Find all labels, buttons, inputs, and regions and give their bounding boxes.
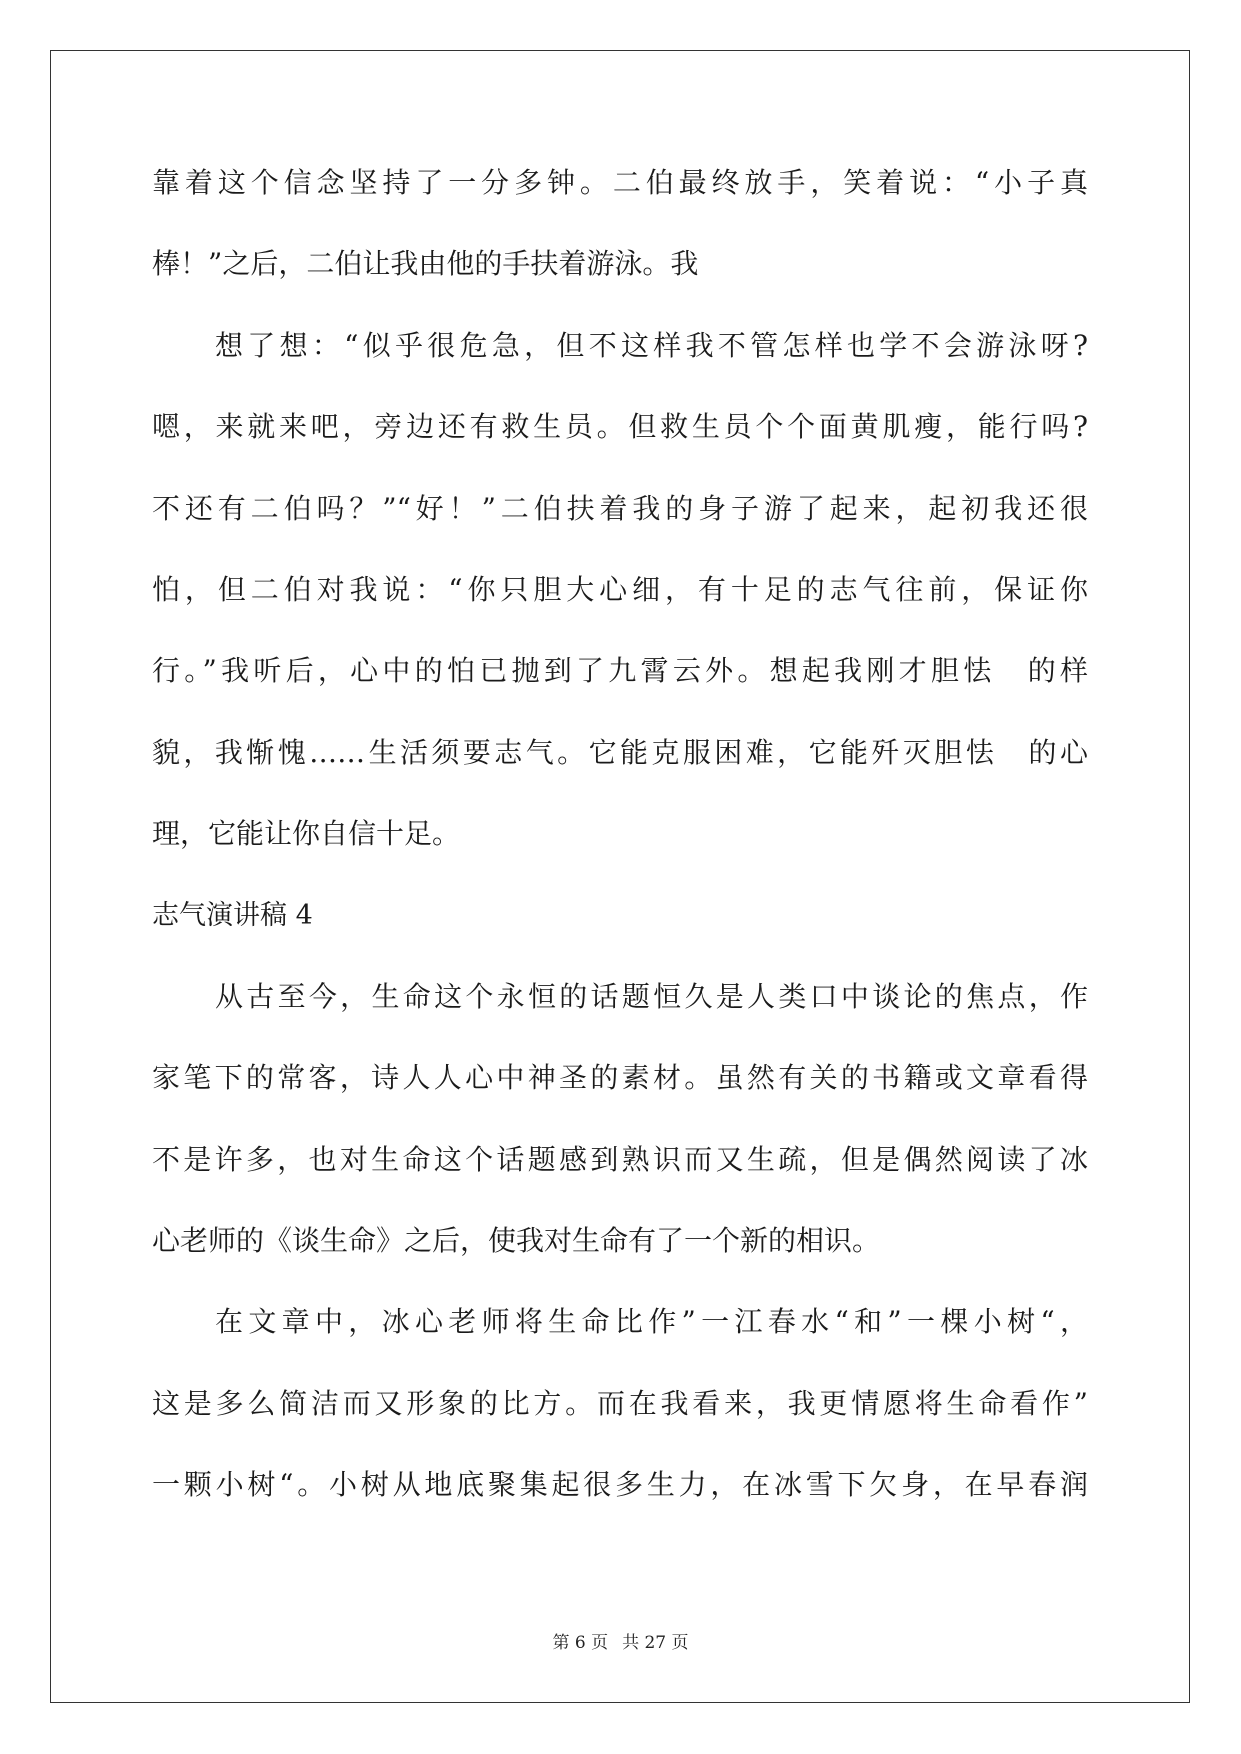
paragraph-start-line: 在文章中，冰心老师将生命比作”一江春水“和”一棵小树“， bbox=[215, 1305, 1088, 1339]
section-heading: 志气演讲稿 4 bbox=[152, 899, 313, 931]
text-line: 棒！”之后，二伯让我由他的手扶着游泳。我 bbox=[152, 247, 699, 281]
paragraph-start-line: 从古至今，生命这个永恒的话题恒久是人类口中谈论的焦点，作 bbox=[215, 979, 1088, 1013]
text-line: 一颗小树“。小树从地底聚集起很多生力，在冰雪下欠身，在早春润 bbox=[152, 1468, 1088, 1502]
text-line: 行。”我听后，心中的怕已抛到了九霄云外。想起我刚才胆怯 的样 bbox=[152, 654, 1088, 688]
text-line: 不是许多，也对生命这个话题感到熟识而又生疏，但是偶然阅读了冰 bbox=[152, 1142, 1088, 1176]
document-body bbox=[152, 163, 1088, 1547]
text-line: 嗯，来就来吧，旁边还有救生员。但救生员个个面黄肌瘦，能行吗? bbox=[152, 410, 1088, 444]
text-line: 心老师的《谈生命》之后，使我对生命有了一个新的相识。 bbox=[152, 1224, 881, 1258]
text-line: 这是多么简洁而又形象的比方。而在我看来，我更情愿将生命看作” bbox=[152, 1386, 1088, 1420]
page-number: 第 6 页 bbox=[552, 1633, 609, 1653]
text-line: 不还有二伯吗？”“好！”二伯扶着我的身子游了起来，起初我还很 bbox=[152, 491, 1088, 525]
paragraph-start-line: 想了想：“似乎很危急，但不这样我不管怎样也学不会游泳呀? bbox=[215, 328, 1088, 362]
text-line: 怕，但二伯对我说：“你只胆大心细，有十足的志气往前，保证你 bbox=[152, 572, 1088, 606]
page-footer bbox=[0, 1628, 1241, 1653]
text-line: 家笔下的常客，诗人人心中神圣的素材。虽然有关的书籍或文章看得 bbox=[152, 1061, 1088, 1095]
text-line: 貌，我惭愧……生活须要志气。它能克服困难，它能歼灭胆怯 的心 bbox=[152, 735, 1088, 769]
page-total: 共 27 页 bbox=[622, 1633, 689, 1653]
text-line: 靠着这个信念坚持了一分多钟。二伯最终放手，笑着说：“小子真 bbox=[152, 166, 1088, 199]
text-line: 理，它能让你自信十足。 bbox=[152, 817, 461, 851]
